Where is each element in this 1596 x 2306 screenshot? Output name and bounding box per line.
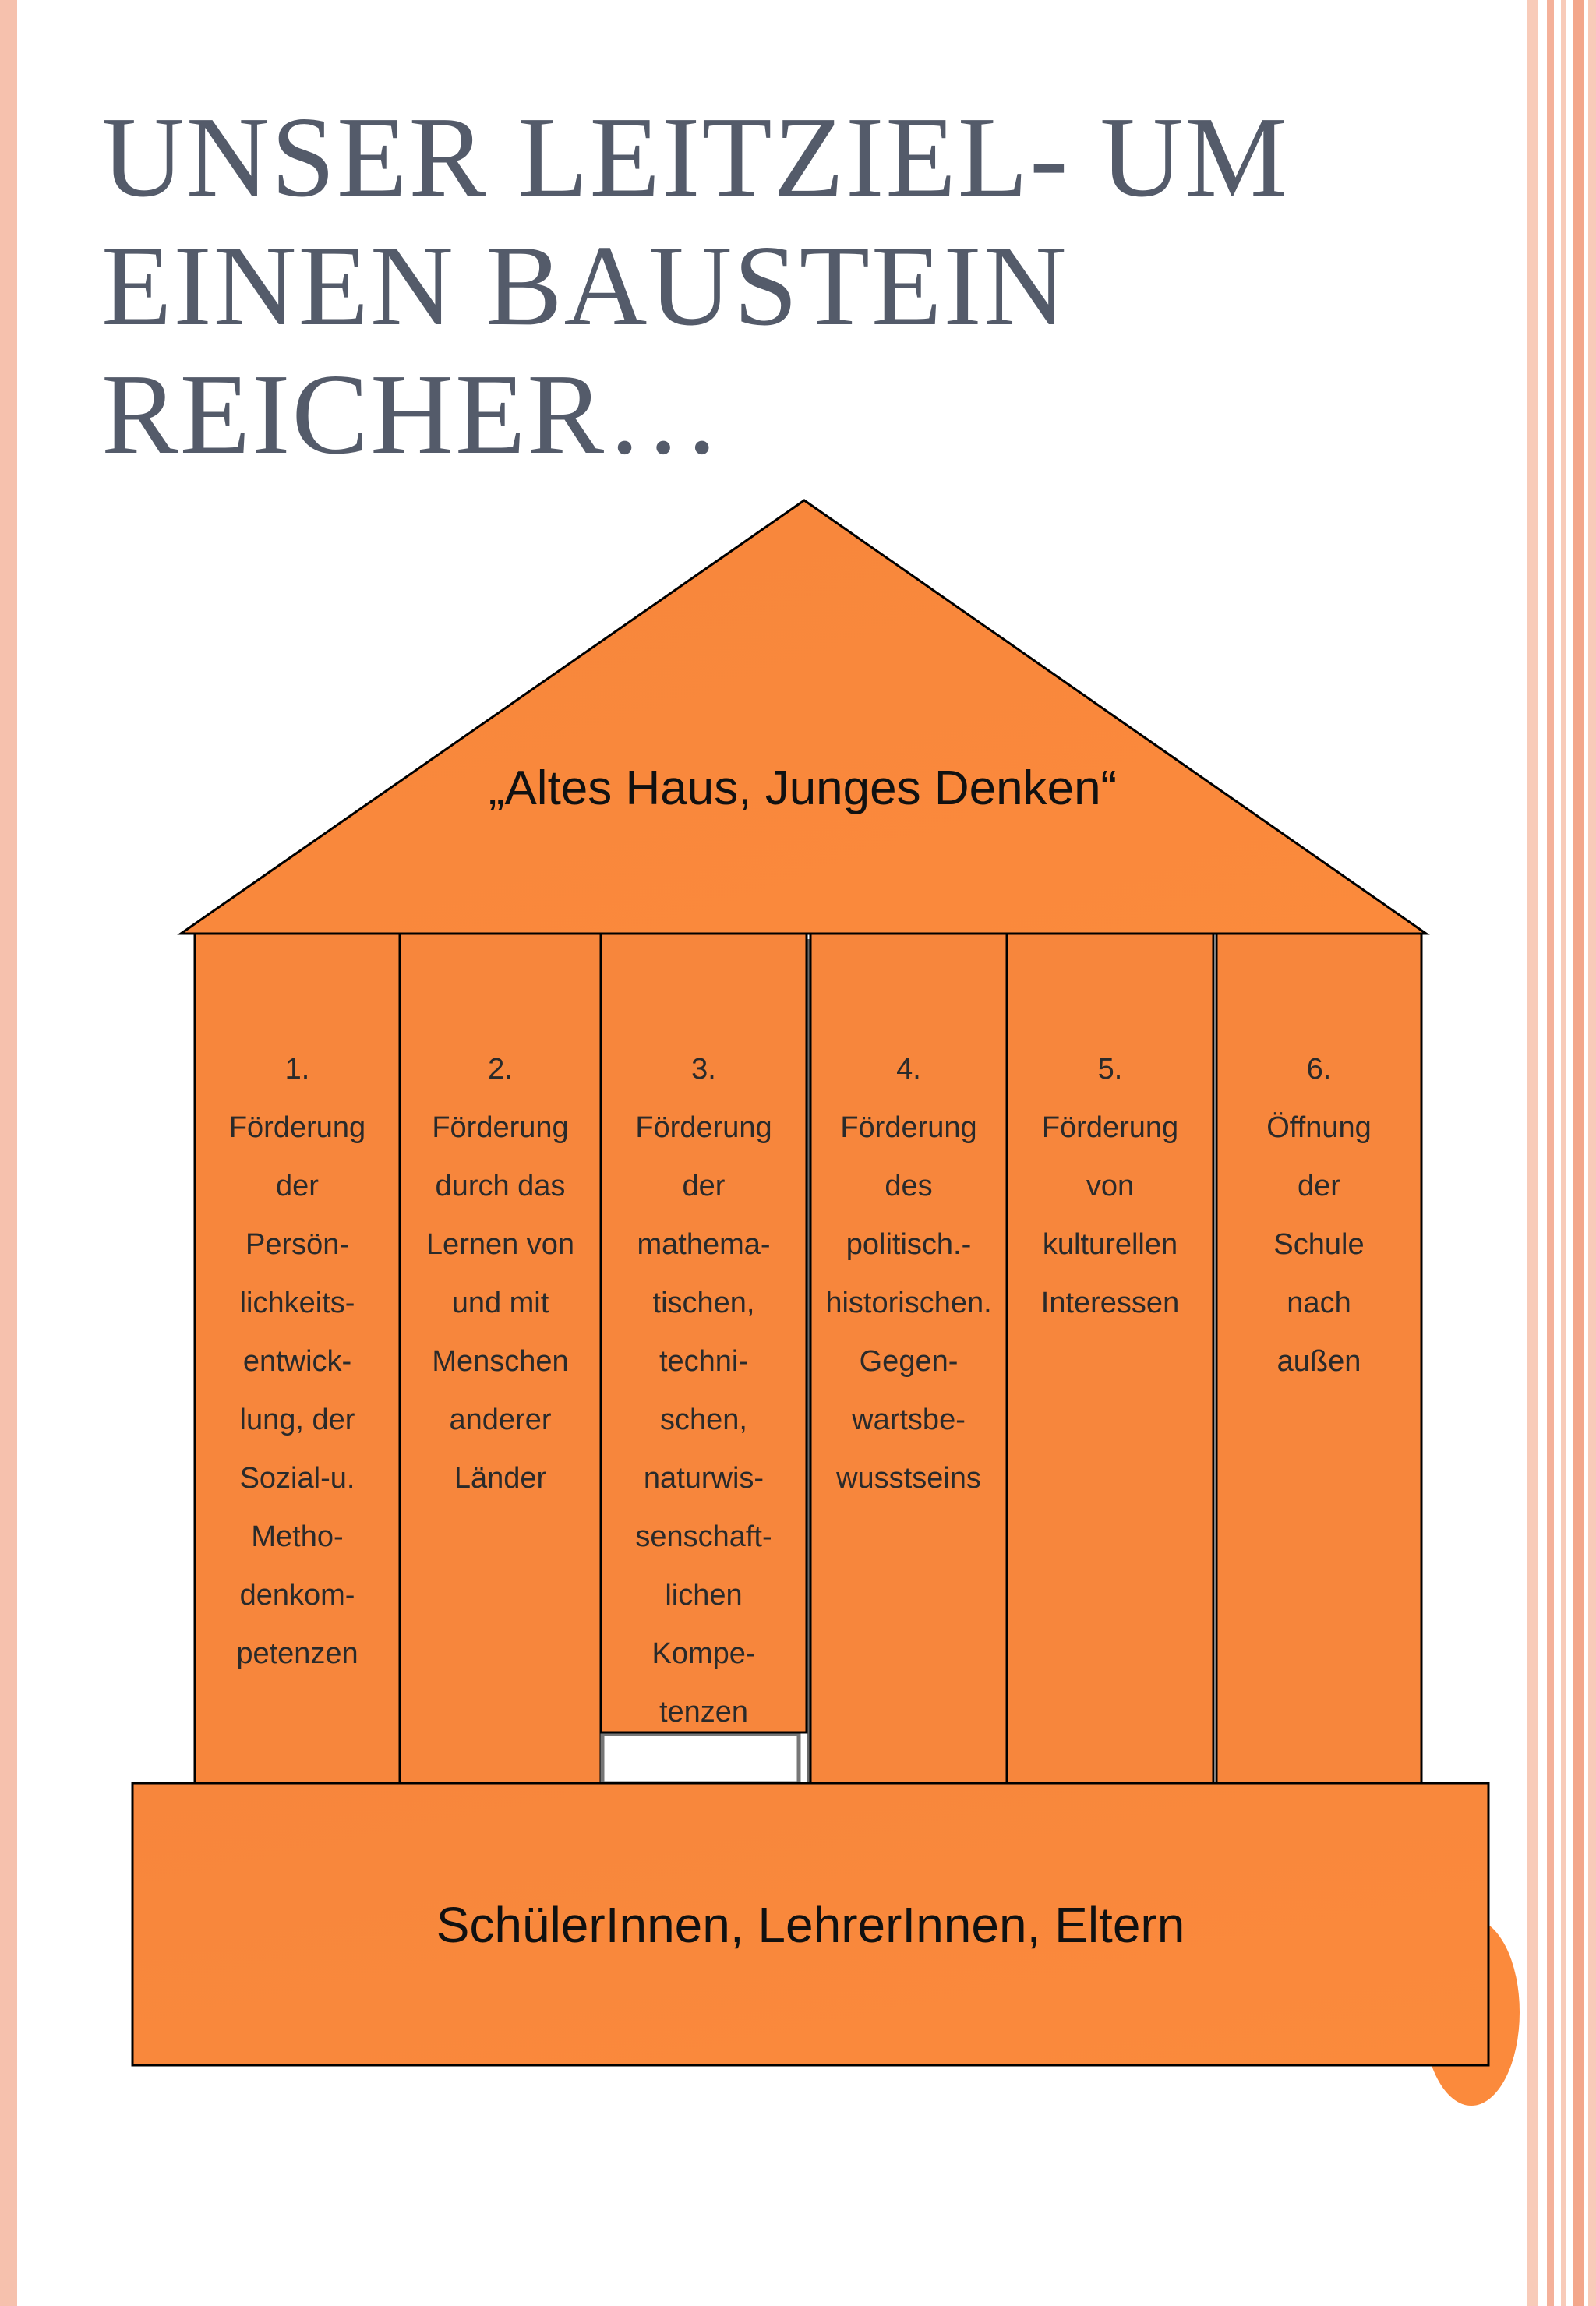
roof-label: „Altes Haus, Junges Denken“ <box>488 761 1118 815</box>
pillar-4-label: 4. Förderung des politisch.- historischen. Gegen- wartsbe- wusstseins <box>825 1053 992 1495</box>
pillar-3-label: 3. Förderung der mathema- tischen, techni- schen, naturwis- senschaft- lichen Kompe- tenzen <box>635 1053 772 1729</box>
pillar-6-label: 6. Öffnung der Schule nach außen <box>1266 1053 1372 1378</box>
pillar-2-label: 2. Förderung durch das Lernen von und mit Menschen anderer Länder <box>425 1053 575 1495</box>
pillar-5-label: 5. Förderung von kulturellen Interessen <box>1040 1053 1180 1319</box>
roof <box>181 500 1426 934</box>
base-label: SchülerInnen, LehrerInnen, Eltern <box>436 1897 1185 1953</box>
pillar-1-label: 1. Förderung der Persön- lichkeits- entwick- lung, der Sozial-u. Metho- denkom- petenzen <box>228 1053 366 1670</box>
page-title: UNSER LEITZIEL- UM EINEN BAUSTEIN REICHER… <box>101 94 1289 479</box>
